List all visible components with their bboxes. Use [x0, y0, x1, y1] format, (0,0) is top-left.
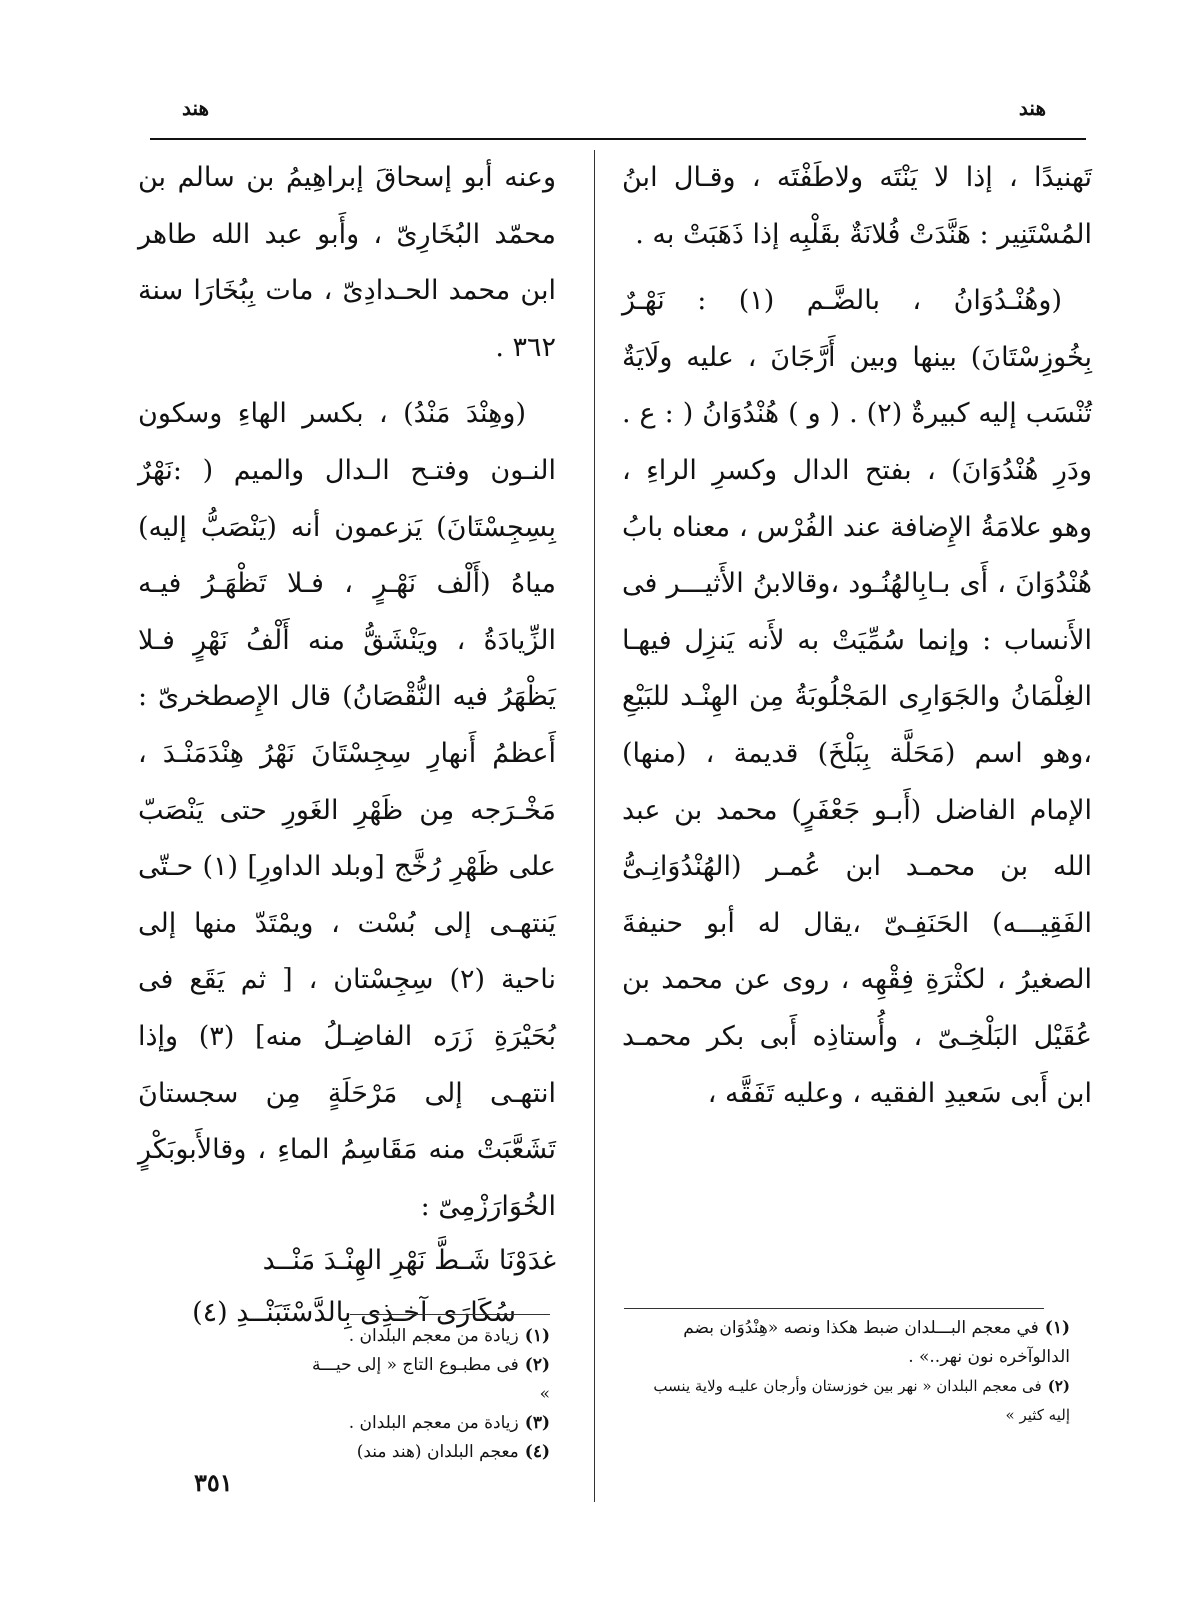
- right-column: [622, 150, 1092, 1122]
- running-head-right: هند: [1018, 96, 1046, 120]
- footnote-text: زيادة من معجم البلدان .: [348, 1326, 519, 1346]
- footnote: [628, 1314, 1070, 1372]
- column-divider: [594, 150, 595, 1502]
- paragraph: (وهِنْدَ مَنْدُ) ، بكسر الهاءِ وسكون النـون وفتـح الـدال والميم ( :نَهْرٌ بِسِجِسْتَانَ) يَزعمون أنه (يَنْصَبُّ إليه) مياهُ (أَلْف نَهْـرٍ ، فـلا تَظْهَـرُ فيـه الزِّيادَةُ ، ويَنْشَقُّ منه أَلْفُ نَهْرٍ فـلا يَظْهَرُ فيه النُّقْصَانُ) قال الإِصطخرىّ : أَعظمُ أَنهارِ سِجِسْتَانَ نَهْرُ هِنْدَمَنْـدَ ، مَخْـرَجه مِن ظَهْرِ الغَورِ حتى يَنْصَبّ على ظَهْرِ رُخَّج [وبلد الداورِ] (١) حـتّى يَنتهـى إلى بُسْت ، ويمْتَدّ منها إلى ناحية (٢) سِجِسْتان ، [ ثم يَقَع فى بُحَيْرَةِ زَرَه الفاضِـلُ منه] (٣) وإذا انتهـى إلى مَرْحَلَةٍ مِن سجستانَ تَشَعَّبَتْ منه مَقَاسِمُ الماءِ ، وقالأَبوبَكْرٍ الخُوَارَزْمِىّ :: [138, 398, 557, 1222]
- footnote-text: زيادة من معجم البلدان .: [348, 1413, 519, 1433]
- page-number: ٣٥١: [194, 1468, 233, 1497]
- footnote-number: (٢): [1047, 1377, 1070, 1395]
- running-head-left: هند: [182, 96, 210, 120]
- footnote-number: (٤): [524, 1442, 550, 1462]
- footnote-number: (١): [1044, 1318, 1070, 1338]
- verse-line: غدَوْنَا شَـطَّ نَهْرِ الهِنْـدَ مَنْــد: [262, 1245, 556, 1277]
- footnotes-left: [310, 1322, 550, 1467]
- paragraph: وعنه أبو إسحاقَ إبراهِيمُ بن سالم بن محمّد البُخَارِىّ ، وأَبو عبد الله طاهر ابن محمد الحـدادِىّ ، مات بِبُخَارَا سنة ٣٦٢ .: [138, 162, 556, 363]
- paragraph: تَهنيدًا ، إذا لا يَنْتَه ولاطَفْتَه ، وقـال ابنُ المُسْتَنِير : هَنَّدَتْ فُلانَةٌ بقَلْبِه إذا ذَهَبَتْ به .: [622, 162, 1092, 250]
- footnote-number: (١): [524, 1326, 550, 1346]
- footnote-text: فى مطبـوع التاج « إلى حيـــة »: [312, 1355, 550, 1404]
- footnote: [310, 1351, 550, 1409]
- footnote-number: (٣): [524, 1413, 550, 1433]
- footnote: [310, 1409, 550, 1438]
- footnote-text: في معجم البـــلدان ضبط هكذا ونصه «هِنْدُوَان بضم الدالوآخره نون نهر..» .: [683, 1318, 1070, 1367]
- footnote-rule-left: [350, 1314, 550, 1315]
- footnotes-right: [628, 1314, 1070, 1430]
- footnote-text: فى معجم البلدان « نهر بين خوزستان وأرجان عليـه ولاية ينسب إليه كثير »: [653, 1377, 1070, 1424]
- header-rule: [150, 138, 1086, 140]
- paragraph: (وهُنْـدُوَانُ ، بالضَّـم (١) : نَهْـرٌ بِخُوزِسْتَانَ) بينها وبين أَرَّجَانَ ، عليه ولَايَةٌ تُنْسَب إليه كبيرةٌ (٢) . ( و ) هُنْدُوَانُ ( : ع . ودَرِ هُنْدُوَانَ) ، بفتح الدال وكسرِ الراءِ ، وهو علامَةُ الإِضافة عند الفُرْس ، معناه بابُ هُنْدُوَانَ ، أَى بـابِالهُنُـود ،وقالابنُ الأَثيـــر فى الأَنساب : وإنما سُمِّيَتْ به لأَنه يَنزِل فيهـا الغِلْمَانُ والجَوَارِى المَجْلُوبَةُ مِن الهِنْـد للبَيْعِ ،وهو اسم (مَحَلَّة بِبَلْخَ) قديمة ، (منها) الإمام الفاضل (أَبـو جَعْفَرٍ) محمد بن عبد الله بن محمـد ابن عُمـر (الهُنْدُوَانِـىُّ الفَقِيـــه) الحَنَفِـىّ ،يقال له أبو حنيفةَ الصغيرُ ، لكثْرَةِ فِقْهِه ، روى عن محمد بن عُقَيْل البَلْخِـىّ ، وأُستاذِه أَبى بكر محمـد ابن أَبى سَعيدِ الفقيه ، وعليه تَفَقَّه ،: [622, 285, 1092, 1109]
- footnote: [310, 1322, 550, 1351]
- footnote: [310, 1438, 550, 1467]
- footnote-rule-right: [624, 1308, 1044, 1309]
- footnote-text: معجم البلدان (هند مند): [356, 1442, 519, 1462]
- verse-line: سُكَارَى آخـذِى بِالدَّسْتَبَنْــدِ (٤): [192, 1297, 516, 1329]
- footnote-number: (٢): [524, 1355, 550, 1375]
- left-column: [138, 150, 556, 1339]
- footnote: [628, 1372, 1070, 1430]
